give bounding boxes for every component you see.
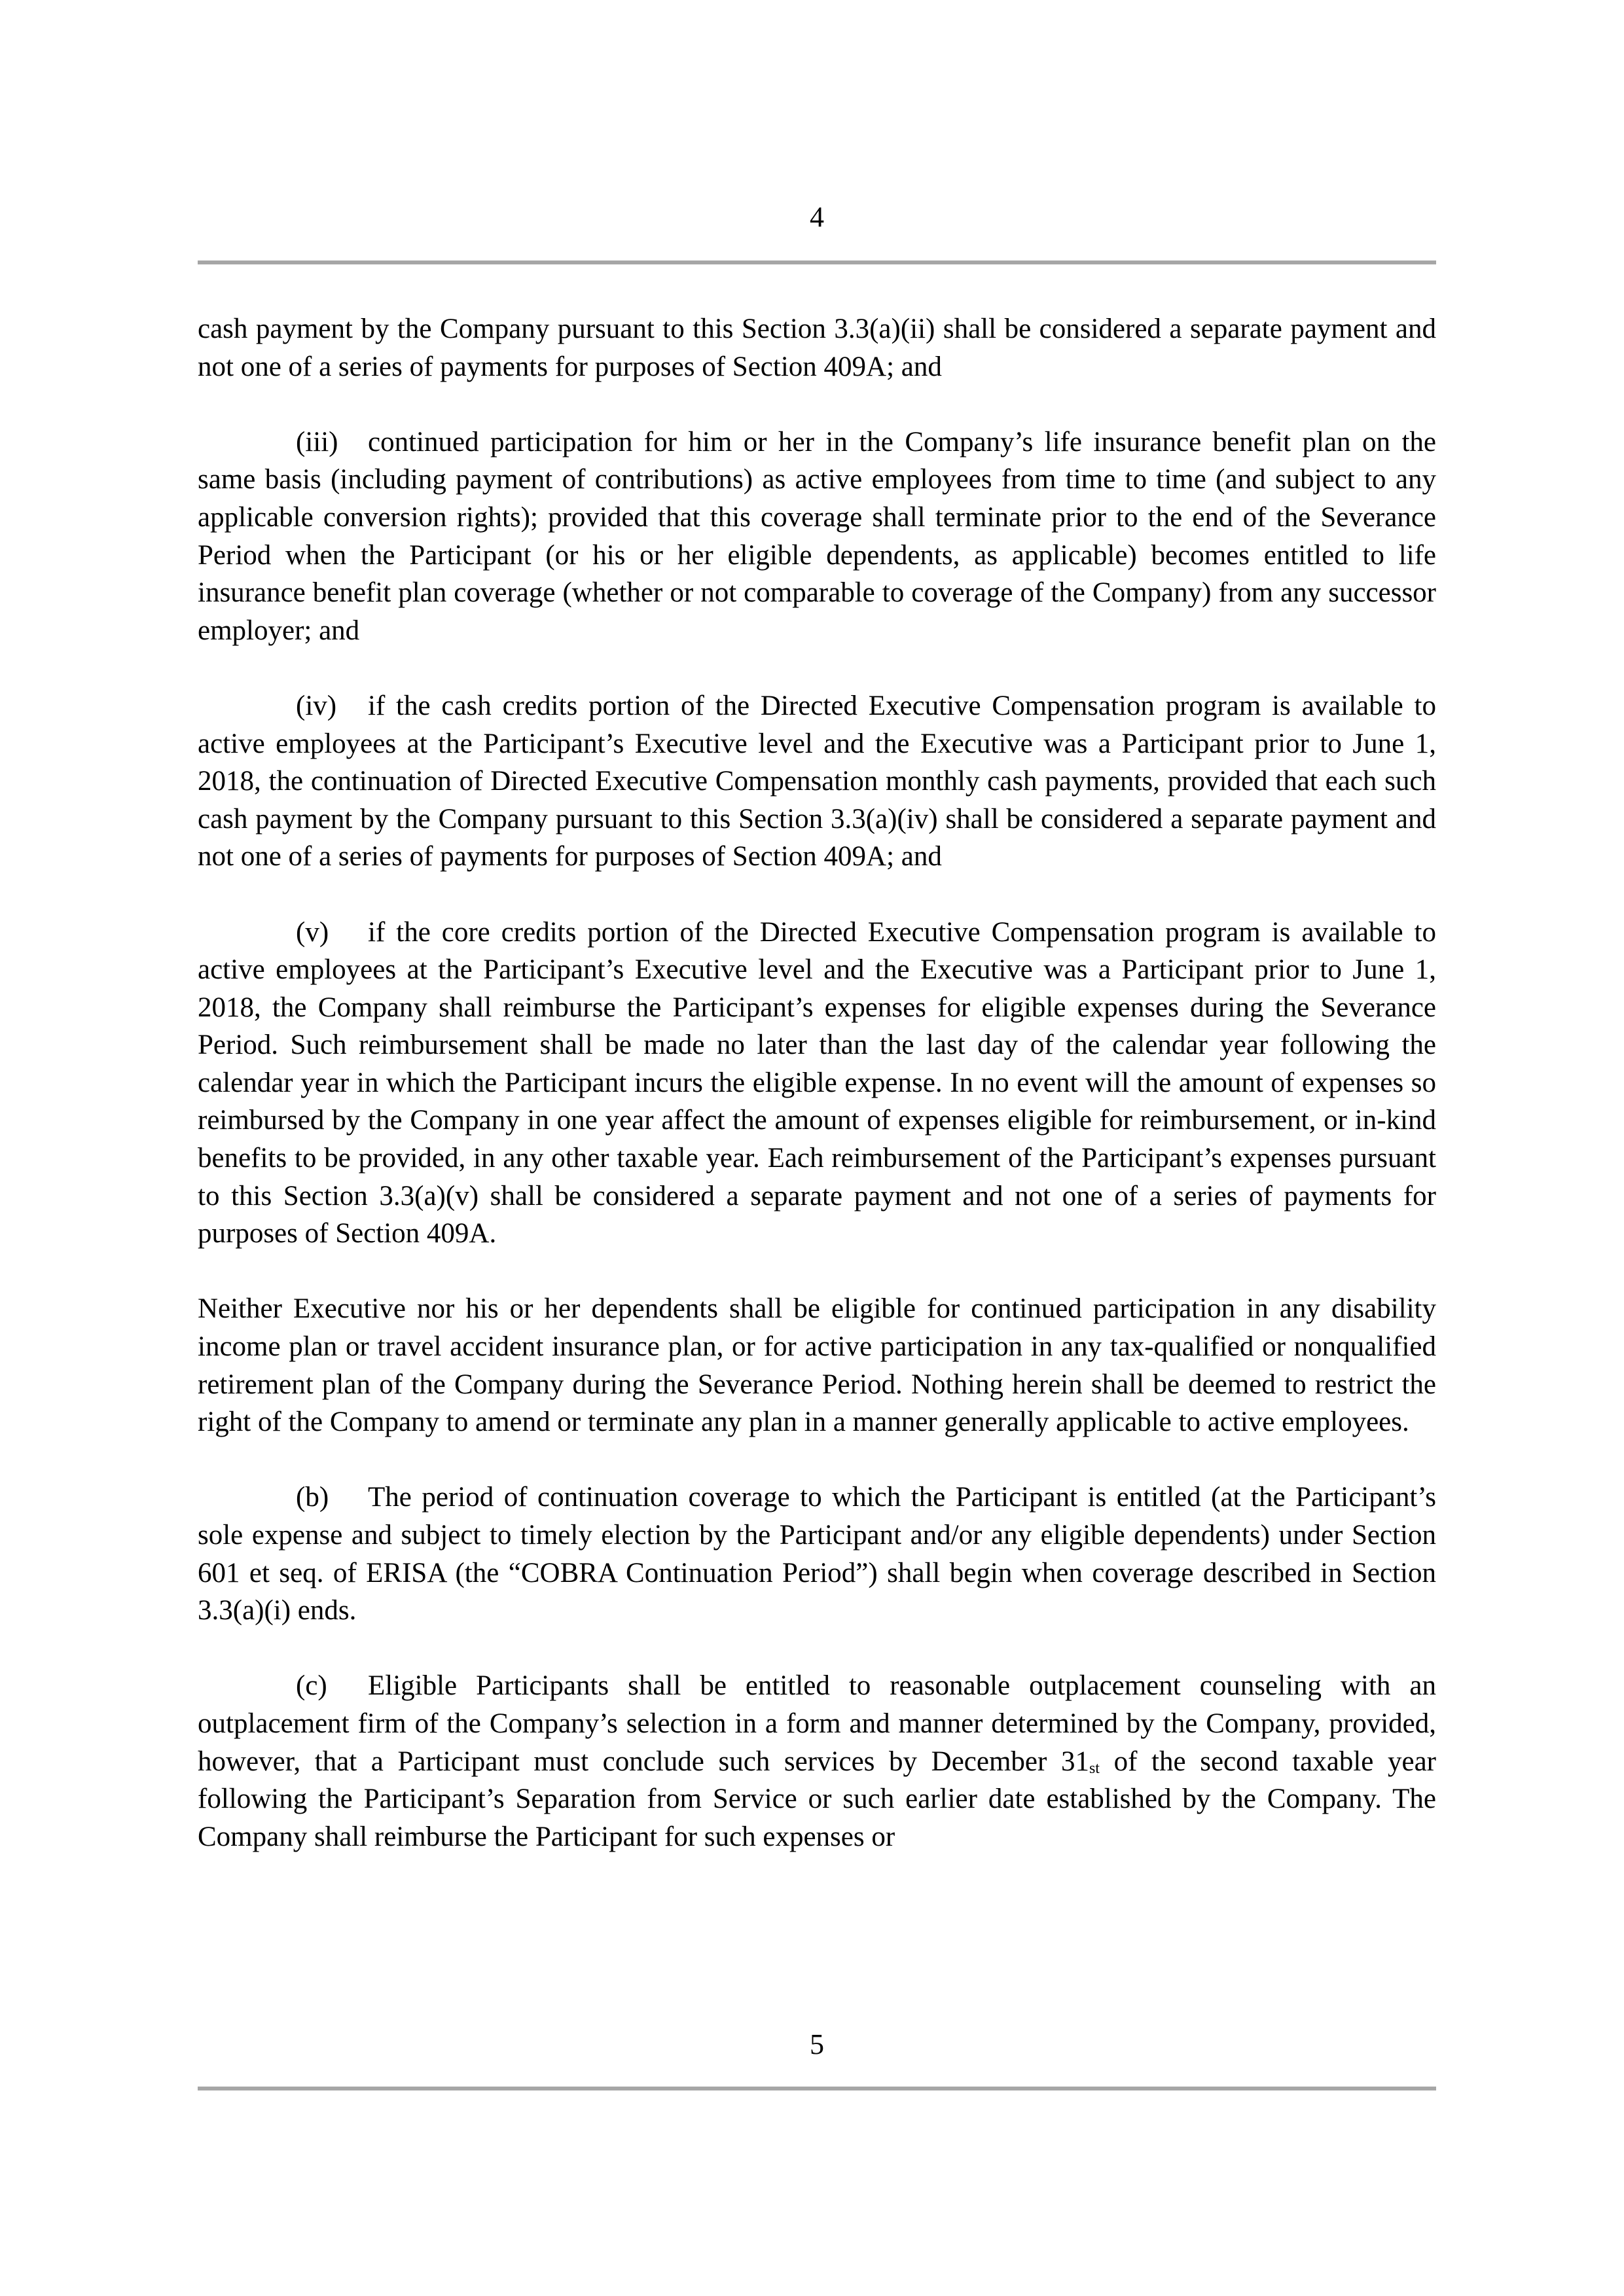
footer-rule	[198, 2087, 1436, 2090]
paragraph-c	[198, 1667, 1436, 1856]
paragraph-b	[198, 1479, 1436, 1629]
header-page-number: 4	[810, 201, 824, 233]
paragraph-b-text: The period of continuation coverage to which the Participant is entitled (at the Participant’s sole expense and subject to timely election by the Participant and/or any eligible dependents) under Section 601 et seq. of ERISA (the “COBRA Continuation Period”) shall begin when coverage described in Section 3.3(a)(i) ends.	[198, 1482, 1436, 1626]
paragraph-iv	[198, 687, 1436, 876]
document-body	[198, 310, 1436, 1856]
paragraph-iii	[198, 423, 1436, 650]
paragraph-iv-label: (iv)	[296, 690, 337, 721]
paragraph-iii-text: continued participation for him or her in the Company’s life insurance benefit plan on the same basis (including payment of contributions) as active employees from time to time (and subject to any applicable conversion rights); provided that this coverage shall terminate prior to the end of the Severance Period when the Participant (or his or her eligible dependents, as applicable) becomes entitled to life insurance benefit plan coverage (whether or not comparable to coverage of the Company) from any successor employer; and	[198, 426, 1436, 646]
footer-page-number: 5	[810, 2028, 824, 2060]
paragraph-iv-text: if the cash credits portion of the Directed Executive Compensation program is available to active employees at the Participant’s Executive level and the Executive was a Participant prior to June 1, 2018, the continuation of Directed Executive Compensation monthly cash payments, provided that each such cash payment by the Company pursuant to this Section 3.3(a)(iv) shall be considered a separate payment and not one of a series of payments for purposes of Section 409A; and	[198, 690, 1436, 872]
neither-paragraph: Neither Executive nor his or her dependents shall be eligible for continued participation in any disability income plan or travel accident insurance plan, or for active participation in any tax-qualified or nonqualified retirement plan of the Company during the Severance Period. Nothing herein shall be deemed to restrict the right of the Company to amend or terminate any plan in a manner generally applicable to active employees.	[198, 1293, 1436, 1438]
continuation-paragraph: cash payment by the Company pursuant to this Section 3.3(a)(ii) shall be considered a separate payment and not one of a series of payments for purposes of Section 409A; and	[198, 314, 1436, 382]
paragraph-c-text-before: Eligible Participants shall be entitled to reasonable outplacement counseling with an outplacement firm of the Company’s selection in a form and manner determined by the Company, provided, however, that a Participant must conclude such services by December 31	[198, 1670, 1436, 1777]
paragraph-c-label: (c)	[296, 1670, 327, 1702]
paragraph-c-text-after: of the second taxable year following the Participant’s Separation from Service or such earlier date established by the Company. The Company shall reimburse the Participant for such expenses or	[198, 1746, 1437, 1852]
paragraph-v	[198, 914, 1436, 1253]
paragraph-v-text: if the core credits portion of the Directed Executive Compensation program is available to active employees at the Participant’s Executive level and the Executive was a Participant prior to June 1, 2018, the Company shall reimburse the Participant’s expenses for eligible expenses during the Severance Period. Such reimbursement shall be made no later than the last day of the calendar year following the calendar year in which the Participant incurs the eligible expense. In no event will the amount of expenses so reimbursed by the Company in one year affect the amount of expenses eligible for reimbursement, or in-kind benefits to be provided, in any other taxable year. Each reimbursement of the Participant’s expenses pursuant to this Section 3.3(a)(v) shall be considered a separate payment and not one of a series of payments for purposes of Section 409A.	[198, 916, 1436, 1249]
header-rule	[198, 260, 1436, 264]
paragraph-iii-label: (iii)	[296, 426, 338, 457]
ordinal-suffix: st	[1089, 1759, 1100, 1777]
paragraph-v-label: (v)	[296, 916, 329, 948]
paragraph-b-label: (b)	[296, 1482, 329, 1513]
